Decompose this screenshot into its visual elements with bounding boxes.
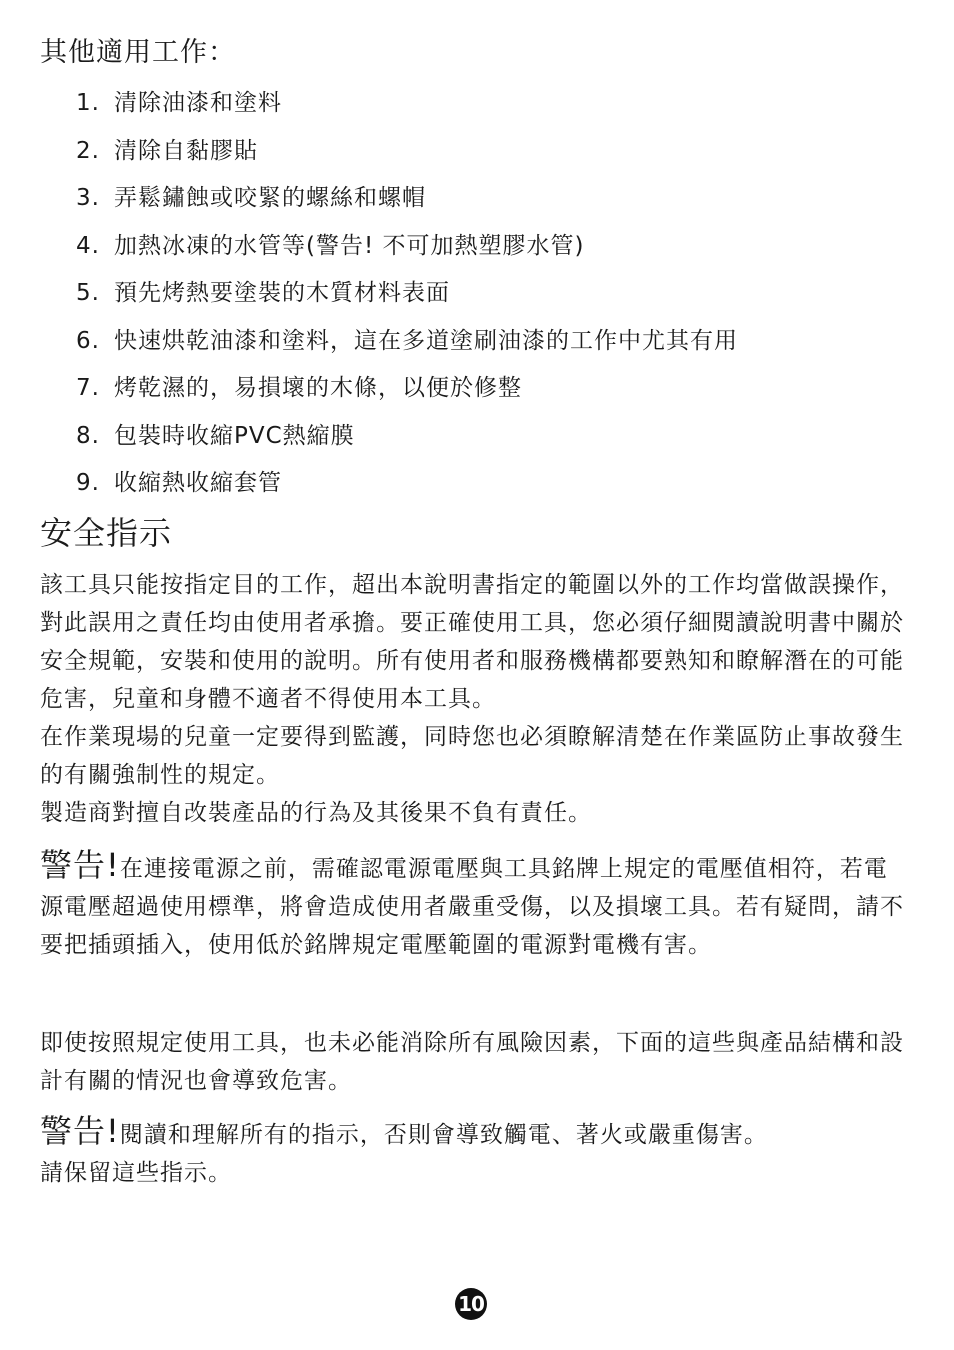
item-text: 清除油漆和塗料 (114, 90, 282, 116)
list-item (76, 276, 738, 324)
item-number: 2. (76, 137, 100, 164)
warning-label: 警告! (40, 846, 120, 884)
safety-paragraph: 在作業現場的兒童一定要得到監護，同時您也必須瞭解清楚在作業區防止事故發生的有關強制性的規定。 (40, 724, 904, 788)
other-uses-heading: 其他適用工作： (40, 37, 236, 68)
item-number: 6. (76, 327, 100, 354)
item-text: 預先烤熱要塗裝的木質材料表面 (114, 280, 450, 306)
list-item (76, 229, 738, 277)
list-item (76, 86, 738, 134)
item-text: 弄鬆鏽蝕或咬緊的螺絲和螺帽 (114, 185, 426, 211)
list-item (76, 466, 738, 514)
warning-text: 在連接電源之前，需確認電源電壓與工具銘牌上規定的電壓值相符，若電源電壓超過使用標準，將會造成使用者嚴重受傷，以及損壞工具。若有疑問，請不要把插頭插入，使用低於銘牌規定電壓範圍的電源對電機有害。 (40, 856, 904, 958)
item-number: 5. (76, 280, 100, 306)
residual-risk-paragraph: 即使按照規定使用工具，也未必能消除所有風險因素，下面的這些與產品結構和設計有關的情況也會導致危害。 (40, 1030, 904, 1094)
item-number: 9. (76, 470, 100, 496)
item-number: 8. (76, 422, 100, 449)
keep-instructions-note: 請保留這些指示。 (40, 1160, 232, 1186)
warning-line (40, 1112, 906, 1154)
voltage-warning (40, 846, 906, 964)
item-text: 加熱冰凍的水管等(警告! 不可加熱塑膠水管) (114, 232, 585, 259)
item-number: 7. (76, 375, 100, 401)
safety-paragraph: 該工具只能按指定目的工作，超出本說明書指定的範圍以外的工作均當做誤操作，對此誤用之責任均由使用者承擔。要正確使用工具，您必須仔細閱讀說明書中關於安全規範，安裝和使用的說明。所有使用者和服務機構都要熟知和瞭解潛在的可能危害，兒童和身體不適者不得使用本工具。 (40, 572, 904, 712)
item-text: 清除自黏膠貼 (114, 137, 258, 164)
safety-paragraph: 製造商對擅自改裝產品的行為及其後果不負有責任。 (40, 800, 592, 826)
item-text: 包裝時收縮PVC熱縮膜 (114, 422, 355, 449)
list-item (76, 324, 738, 372)
page-number-badge: 10 (455, 1288, 487, 1320)
instructions-warning (40, 1112, 906, 1192)
other-uses-list (76, 86, 738, 514)
safety-heading: 安全指示 (40, 514, 173, 552)
list-item (76, 134, 738, 182)
list-item (76, 419, 738, 467)
list-item (76, 371, 738, 419)
item-number: 4. (76, 232, 100, 259)
safety-intro (40, 566, 906, 832)
list-item (76, 181, 738, 229)
item-text: 快速烘乾油漆和塗料，這在多道塗刷油漆的工作中尤其有用 (114, 327, 738, 354)
item-text: 烤乾濕的，易損壞的木條，以便於修整 (114, 375, 522, 401)
warning-label: 警告! (40, 1112, 120, 1150)
item-number: 1. (76, 90, 100, 116)
item-number: 3. (76, 185, 100, 211)
warning-text: 閱讀和理解所有的指示，否則會導致觸電、著火或嚴重傷害。 (119, 1122, 768, 1148)
item-text: 收縮熱收縮套管 (114, 470, 282, 496)
